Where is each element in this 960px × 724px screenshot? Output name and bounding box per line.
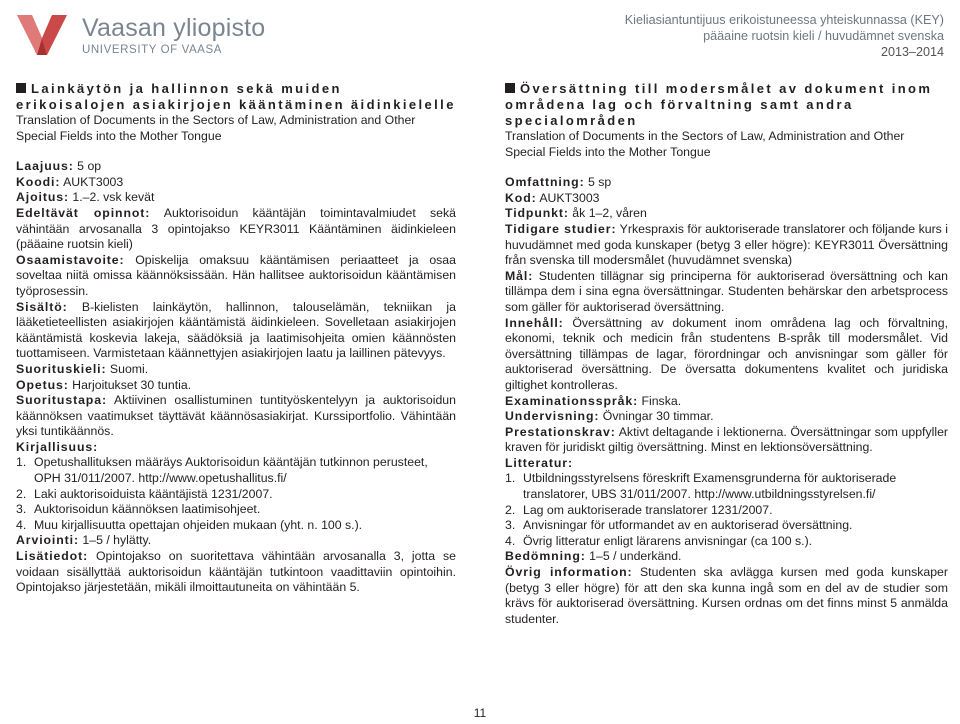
header-year: 2013–2014 xyxy=(880,45,944,59)
list-item: 4. Övrig litteratur enligt lärarens anvisningar (ca 100 s.). xyxy=(505,533,813,548)
course-translation: Translation of Documents in the Sectors of Law, Administration and Other Special Fields into the Mother Tongue xyxy=(16,113,416,143)
list-item: 2. Lag om auktoriserade translatorer 1231/2007. xyxy=(505,502,773,517)
field-kod: Kod: AUKT3003 xyxy=(505,190,600,205)
field-prestationskrav: Prestationskrav: Aktivt deltagande i lektionerna. Översättningar som uppfyller kraven för juridiskt giltig översättning. Minst en lektionsöversättning. xyxy=(505,424,948,455)
page-header xyxy=(625,12,944,60)
list-item: 1. Utbildningsstyrelsens föreskrift Examensgrunderna för auktoriserade translatorer, UBS 31/011/2007. http://www.utbildningsstyrelsen.fi/ xyxy=(505,471,897,502)
field-undervisning: Undervisning: Övningar 30 timmar. xyxy=(505,409,714,424)
course-title: Översättning till modersmålet av dokument inom områdena lag och förvaltning samt andra specialområden xyxy=(505,81,933,128)
field-innehall: Innehåll: Översättning av dokument inom områdena lag och förvaltning, ekonomi, teknik och medicin från studentens B-språk till modersmålet. Vid översättning tillämpas de lagar, förordningar och anvisningar som gäller för auktoriserad översättning. De översatta dokumentens kvalitet och juridiska giltighet kontrolleras. xyxy=(505,315,948,392)
field-edeltavat: Edeltävät opinnot: Auktorisoidun kääntäjän toimintavalmiudet sekä vähintään arvosanalla 3 opintojakso KEYR3011 Kääntäminen äidinkieleen (pääaine ruotsin kieli) xyxy=(16,205,456,252)
list-item: 3. Anvisningar för utformandet av en auktoriserad översättning. xyxy=(505,518,853,533)
field-litteratur: Litteratur: xyxy=(505,455,573,470)
field-omfattning: Omfattning: 5 sp xyxy=(505,175,612,190)
field-suorituskieli: Suorituskieli: Suomi. xyxy=(16,361,149,376)
field-arviointi: Arviointi: 1–5 / hylätty. xyxy=(16,533,152,548)
page-number: 11 xyxy=(473,706,487,720)
literature-list xyxy=(16,455,456,533)
field-bedomning: Bedömning: 1–5 / underkänd. xyxy=(505,549,682,564)
field-laajuus: Laajuus: 5 op xyxy=(16,159,102,174)
field-examinationssprak: Examinationsspråk: Finska. xyxy=(505,393,682,408)
field-lisatiedot: Lisätiedot: Opintojakso on suoritettava vähintään arvosanalla 3, jotta se voidaan sisällyttää auktorisoidun kääntäjän tutkintoon vaadittaviin opintoihin. Opintojakso järjestetään, mikäli ilmoittautuneita on vähintään 5. xyxy=(16,549,456,595)
header-subject: pääaine ruotsin kieli / huvudämnet svenska xyxy=(703,29,944,43)
list-item: 1. Opetushallituksen määräys Auktorisoidun kääntäjän tutkinnon perusteet, OPH 31/011/2007. http://www.opetushallitus.fi/ xyxy=(16,455,428,486)
header-programme: Kieliasiantuntijuus erikoistuneessa yhteiskunnassa (KEY) xyxy=(624,13,944,27)
logo-subtitle: UNIVERSITY OF VAASA xyxy=(82,43,223,56)
field-osaamistavoite: Osaamistavoite: Opiskelija omaksuu kääntämisen periaatteet ja osaa soveltaa niitä omissa käännöksissään. Hän hallitsee auktorisoidun kääntämisen työprosessin. xyxy=(16,252,456,298)
course-swedish xyxy=(505,81,948,627)
field-koodi: Koodi: AUKT3003 xyxy=(16,174,124,189)
field-opetus: Opetus: Harjoitukset 30 tuntia. xyxy=(16,377,192,392)
square-bullet-icon xyxy=(505,83,515,93)
field-sisalto: Sisältö: B-kielisten lainkäytön, hallinnon, talouselämän, tekniikan ja lääketieteellisten asiakirjojen kääntämistä äidinkieleen. Sovelletaan asiakirjojen kääntämistä koskevia lakeja, säädöksiä ja laatimisohjeita omien käännösten tuottamiseen. Varmistetaan käännettyjen asiakirjojen laatu ja laillinen pätevyys. xyxy=(16,299,456,361)
field-ajoitus: Ajoitus: 1.–2. vsk kevät xyxy=(16,190,155,205)
square-bullet-icon xyxy=(16,83,26,93)
field-mal: Mål: Studenten tillägnar sig principerna för auktoriserad översättning och kan tillämpa dem i sina egna översättningar. Studenten behärskar den arbetsprocess som gäller för auktoriserad översättning. xyxy=(505,268,948,314)
literature-list xyxy=(505,471,948,549)
logo-name: Vaasan yliopisto xyxy=(82,13,266,42)
list-item: 2. Laki auktorisoiduista kääntäjistä 1231/2007. xyxy=(16,486,273,501)
course-finnish xyxy=(16,81,456,596)
field-kirjallisuus: Kirjallisuus: xyxy=(16,439,99,454)
field-ovrig-information: Övrig information: Studenten ska avlägga kursen med goda kunskaper (betyg 3 eller högre) för att den ska kunna ingå som en del av de studier som krävs för auktoriserad översättning. Kursen ordnas om det finns minst 5 anmälda studenter. xyxy=(505,565,948,626)
course-title: Lainkäytön ja hallinnon sekä muiden erikoisalojen asiakirjojen kääntäminen äidinkielelle xyxy=(16,81,456,112)
field-tidigare-studier: Tidigare studier: Yrkespraxis för auktoriserade translatorer och följande kurs i huvudämnet med goda kunskaper (betyg 3 eller högre): KEYR3011 Översättning från svenska till modersmålet (huvudämnet svenska) xyxy=(505,221,948,268)
university-logo xyxy=(14,12,265,58)
field-suoritustapa: Suoritustapa: Aktiivinen osallistuminen tuntityöskentelyyn ja auktorisoidun käännöksen vaatimukset täyttävät käännösasiakirjat. Kurssiportfolio. Vähintään yksi tuntikäännös. xyxy=(16,393,456,439)
course-translation: Translation of Documents in the Sectors of Law, Administration and Other Special Fields into the Mother Tongue xyxy=(505,129,905,159)
university-logo-icon xyxy=(14,12,74,58)
list-item: 4. Muu kirjallisuutta opettajan ohjeiden mukaan (yht. n. 100 s.). xyxy=(16,517,363,532)
list-item: 3. Auktorisoidun käännöksen laatimisohjeet. xyxy=(16,502,261,517)
field-tidpunkt: Tidpunkt: åk 1–2, våren xyxy=(505,206,647,221)
